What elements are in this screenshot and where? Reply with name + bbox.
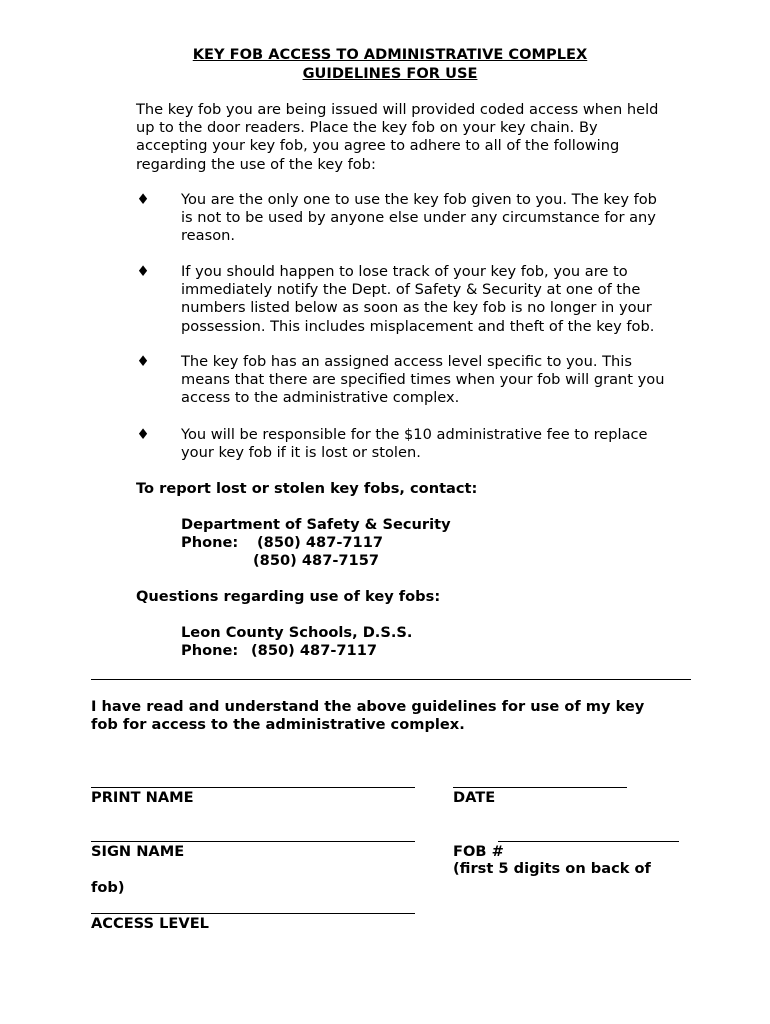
print-name-line[interactable] [91, 787, 415, 788]
sign-name-line[interactable] [91, 841, 415, 842]
intro-line: regarding the use of the key fob: [136, 155, 376, 173]
access-level-line[interactable] [91, 913, 415, 914]
date-label: DATE [453, 789, 496, 806]
guideline-line: You will be responsible for the $10 administrative fee to replace [181, 426, 648, 443]
guideline-line: The key fob has an assigned access level specific to you. This [181, 353, 632, 370]
guideline-line: means that there are specified times when your fob will grant you [181, 371, 665, 389]
questions-phone: (850) 487-7117 [251, 642, 378, 659]
questions-phone-label: Phone: [181, 642, 239, 659]
guideline-text [181, 426, 691, 462]
section-divider [91, 679, 691, 680]
fob-number-hint-continued: fob) [91, 879, 125, 896]
diamond-bullet-icon: ♦ [136, 353, 150, 370]
guideline-line: reason. [181, 227, 236, 245]
guideline-text [181, 353, 691, 408]
sign-name-label: SIGN NAME [91, 843, 185, 860]
questions-heading: Questions regarding use of key fobs: [136, 588, 441, 605]
contact-phone-label: Phone: [181, 534, 239, 551]
acknowledgement-line: I have read and understand the above guidelines for use of my key [91, 698, 645, 715]
guideline-line: If you should happen to lose track of your key fob, you are to [181, 263, 628, 280]
guideline-line: numbers listed below as soon as the key fob is no longer in your [181, 299, 652, 317]
page-title: KEY FOB ACCESS TO ADMINISTRATIVE COMPLEX [192, 46, 588, 63]
date-line[interactable] [453, 787, 627, 788]
guideline-text [181, 263, 691, 336]
contact-phone-2: (850) 487-7157 [253, 552, 380, 569]
guideline-line: immediately notify the Dept. of Safety & Security at one of the [181, 281, 641, 299]
diamond-bullet-icon: ♦ [136, 191, 150, 208]
print-name-label: PRINT NAME [91, 789, 194, 806]
guideline-line: your key fob if it is lost or stolen. [181, 444, 421, 462]
fob-number-line[interactable] [498, 841, 679, 842]
diamond-bullet-icon: ♦ [136, 426, 150, 443]
fob-number-hint: (first 5 digits on back of [453, 860, 651, 877]
questions-organization: Leon County Schools, D.S.S. [181, 624, 413, 641]
diamond-bullet-icon: ♦ [136, 263, 150, 280]
acknowledgement-line: fob for access to the administrative complex. [91, 716, 465, 733]
fob-number-label: FOB # [453, 843, 504, 860]
page-subtitle: GUIDELINES FOR USE [302, 65, 478, 82]
contact-department: Department of Safety & Security [181, 516, 451, 533]
intro-paragraph [136, 101, 696, 174]
intro-line: accepting your key fob, you agree to adhere to all of the following [136, 137, 620, 155]
access-level-label: ACCESS LEVEL [91, 915, 209, 932]
guideline-line: is not to be used by anyone else under any circumstance for any [181, 209, 656, 227]
guideline-line: You are the only one to use the key fob given to you. The key fob [181, 191, 657, 208]
guideline-line: possession. This includes misplacement and theft of the key fob. [181, 317, 655, 335]
report-heading: To report lost or stolen key fobs, contact: [136, 480, 478, 497]
contact-phone-1: (850) 487-7117 [257, 534, 384, 551]
guideline-line: access to the administrative complex. [181, 389, 460, 407]
guideline-text [181, 191, 691, 246]
intro-line: The key fob you are being issued will provided coded access when held [136, 101, 659, 118]
intro-line: up to the door readers. Place the key fob on your key chain. By [136, 119, 598, 137]
